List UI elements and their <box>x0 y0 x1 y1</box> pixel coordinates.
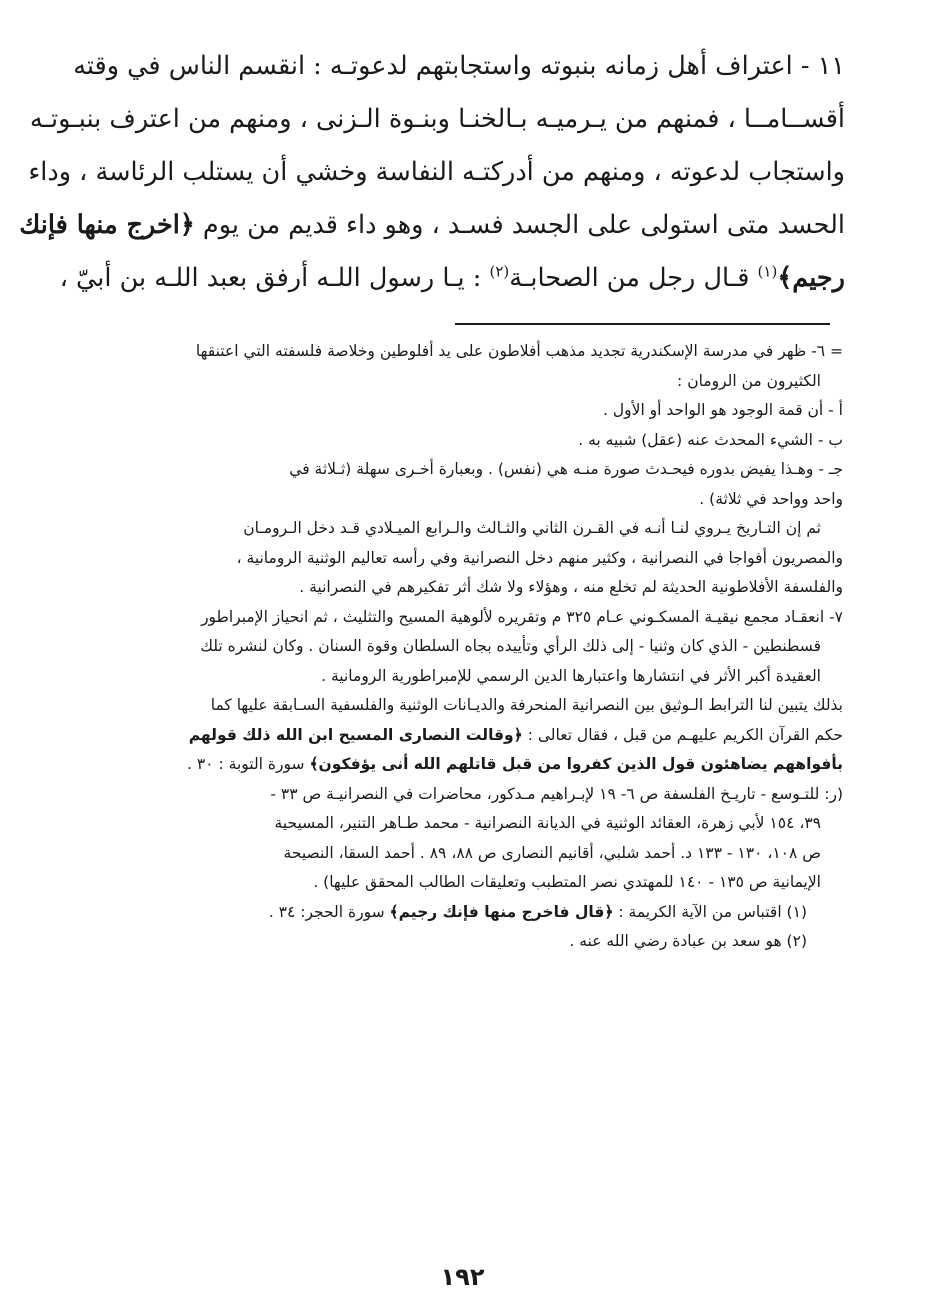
note-line: الإيمانية ص ١٣٥ - ١٤٠ للمهتدي نصر المتطبب وتعليقات الطالب المحقق عليها) . <box>313 873 821 891</box>
note-line: والمصريون أفواجا في النصرانية ، وكثير منهم دخل النصرانية وفي رأسه تعاليم الوثنية الرومانية ، <box>236 548 843 567</box>
footnote-divider <box>455 323 830 325</box>
main-line-4 <box>19 199 845 252</box>
quran-quote: ﴿وقالت النصارى المسيح ابن الله ذلك قولهم <box>188 725 523 744</box>
note-text: (١) اقتباس من الآية الكريمة : <box>618 902 807 921</box>
note-text: سورة التوبة : ٣٠ . <box>187 755 305 773</box>
main-line-4-text: الحسد متى استولى على الجسد فسـد ، وهو داء قديم من يوم <box>202 210 845 240</box>
main-line-1: ١١ - اعتراف أهل زمانه بنبوته واستجابتهم لدعوتـه : انقسم الناس في وقته <box>73 51 845 81</box>
note-line: (ر: للتـوسع - تاريـخ الفلسفة ص ٦- ١٩ لإبـراهيم مـدكور، محاضرات في النصرانيـة ص ٣٣ - <box>270 784 843 803</box>
note-line: العقيدة أكبر الأثر في انتشارها واعتبارها الدين الرسمي للإمبراطورية الرومانية . <box>321 666 821 685</box>
note-line <box>81 898 843 928</box>
note-line <box>81 721 843 751</box>
quran-quote-end: رجيم﴾ <box>777 263 845 293</box>
note-line: ص ١٠٨، ١٣٠ - ١٣٣ د. أحمد شلبي، أقانيم النصارى ص ٨٨، ٨٩ . أحمد السقا، النصيحة <box>283 843 821 862</box>
footnote-ref-1[interactable]: (١) <box>757 262 778 281</box>
main-line-5 <box>59 252 845 305</box>
note-line: ثم إن التـاريخ يـروي لنـا أنـه في القـرن الثاني والثـالث والـرابع الميـلادي قـد دخل الـرومـان <box>243 519 821 537</box>
quran-quote: ﴿قال فاخرج منها فإنك رجيم﴾ <box>389 902 614 921</box>
note-line: = ٦- ظهر في مدرسة الإسكندرية تجديد مذهب أفلاطون على يد أفلوطين وخلاصة فلسفته التي اعتنقها <box>195 342 843 360</box>
note-text: حكم القرآن الكريم عليهـم من قبل ، فقال تعالى : <box>527 725 843 744</box>
note-line: ب - الشيء المحدث عنه (عقل) شبيه به . <box>578 430 843 449</box>
note-line: (٢) هو سعد بن عبادة رضي الله عنه . <box>569 932 807 950</box>
main-paragraph <box>19 40 845 305</box>
note-line: ٣٩، ١٥٤ لأبي زهرة، العقائد الوثنية في الديانة النصرانية - محمد طـاهر التنير، المسيحية <box>274 814 821 832</box>
footnotes <box>81 337 843 957</box>
note-line <box>81 750 843 780</box>
main-line-5-text: قـال رجل من الصحابـة <box>509 263 750 293</box>
note-line: الكثيرون من الرومان : <box>677 371 821 390</box>
note-line: واحد وواحد في ثلاثة) . <box>699 489 843 508</box>
page-number: ١٩٢ <box>440 1263 485 1291</box>
note-line: ٧- انعقـاد مجمع نيقيـة المسكـوني عـام ٣٢٥ م وتقريره لألوهية المسيح والتثليث ، ثم انحياز الإمبراطور <box>201 607 843 626</box>
main-line-5-tail: : يـا رسول اللـه أرفق بعبد اللـه بن أبيّ ، <box>59 263 482 293</box>
quran-quote-start: ﴿اخرج منها فإنك <box>19 210 195 240</box>
main-line-3: واستجاب لدعوته ، ومنهم من أدركتـه النفاسة وخشي أن يستلب الرئاسة ، وداء <box>28 157 845 187</box>
note-line: أ - أن قمة الوجود هو الواحد أو الأول . <box>603 401 843 419</box>
note-line: والفلسفة الأفلاطونية الحديثة لم تخلع منه ، وهؤلاء ولا شك أثر تفكيرهم في النصرانية . <box>299 578 843 596</box>
footnote-ref-2[interactable]: (٢) <box>489 262 510 281</box>
note-line: قسطنطين - الذي كان وثنيا - إلى ذلك الرأي وتأييده بجاه السلطان وقوة السنان . وكان لنشره تلك <box>200 637 821 655</box>
quran-quote: بأفواههم يضاهئون قول الذين كفروا من قبل قاتلهم الله أنى يؤفكون﴾ <box>309 755 843 773</box>
note-line: جـ - وهـذا يفيض بدوره فيحـدث صورة منـه هي (نفس) . وبعبارة أخـرى سهلة (ثـلاثة في <box>289 460 843 478</box>
note-text: سورة الحجر: ٣٤ . <box>268 902 385 921</box>
note-line: بذلك يتبين لنا الترابط الـوثيق بين النصرانية المنحرفة والديـانات الوثنية والفلسفية السـابقة عليها كما <box>210 696 843 714</box>
main-line-2: أقســامــا ، فمنهم من يـرميـه بـالخنـا وبنـوة الـزنى ، ومنهم من اعترف بنبـوتـه <box>29 104 845 134</box>
